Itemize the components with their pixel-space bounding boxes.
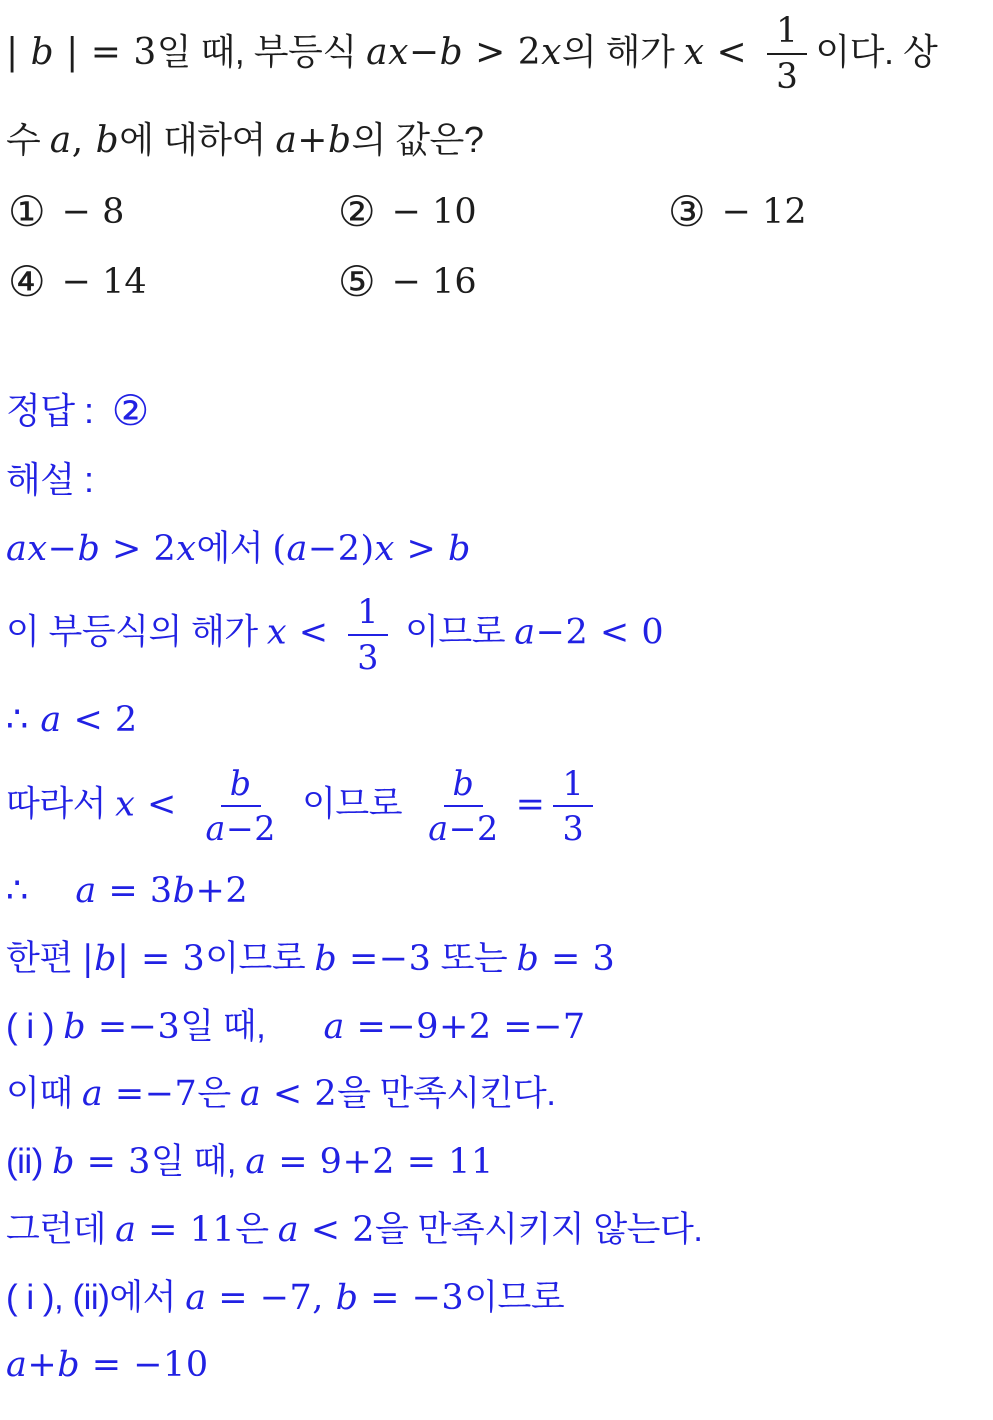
text-run: 이때 bbox=[6, 1074, 82, 1114]
text-run: 을 만족시킨다. bbox=[337, 1074, 556, 1114]
text-run: 이므로 bbox=[464, 1277, 565, 1317]
text-run: 그런데 bbox=[6, 1209, 116, 1249]
text-run: 일 때, bbox=[150, 1142, 246, 1182]
circled-4-marker: ④ bbox=[8, 256, 46, 306]
text-run: 한편 bbox=[6, 938, 82, 978]
text-run: 수 bbox=[6, 118, 50, 160]
solution-line bbox=[6, 1002, 993, 1053]
problem-statement-line-1 bbox=[6, 10, 993, 99]
math-expression: b = 3 bbox=[516, 938, 616, 979]
math-expression: (a−2)x > b bbox=[272, 528, 471, 569]
circled-2-marker: ② bbox=[338, 186, 376, 236]
math-expression: a =−7 bbox=[81, 1074, 198, 1115]
math-expression: a, b bbox=[49, 119, 120, 161]
math-expression: x < bbox=[266, 612, 329, 653]
answer-label: 정답 : bbox=[6, 389, 94, 431]
solution-line bbox=[6, 1137, 993, 1188]
fraction: $\frac{1}{3}$ bbox=[348, 593, 388, 675]
text-run: 일 때, bbox=[180, 1006, 266, 1046]
text-run: 의 해가 bbox=[561, 30, 684, 72]
circled-1-marker: ① bbox=[8, 186, 46, 236]
choice-value: − 14 bbox=[61, 261, 147, 302]
solution-section bbox=[6, 385, 993, 1391]
solution-line bbox=[6, 1273, 993, 1324]
solution-line bbox=[6, 1340, 993, 1391]
circled-3-marker: ③ bbox=[668, 186, 706, 236]
math-expression: ax−b > 2x bbox=[366, 31, 562, 73]
math-expression: b =−3 bbox=[63, 1006, 181, 1047]
text-run: 따라서 bbox=[6, 784, 116, 824]
choice-value: − 10 bbox=[391, 191, 477, 232]
math-expression: a < 2 bbox=[239, 1074, 338, 1115]
text-run: 이므로 bbox=[292, 784, 412, 824]
math-expression: a+b bbox=[275, 119, 352, 161]
math-expression: a =−9+2 =−7 bbox=[323, 1006, 586, 1047]
solution-line bbox=[6, 524, 993, 575]
math-expression: a = 9+2 = 11 bbox=[245, 1142, 494, 1183]
choice-value: − 16 bbox=[391, 261, 477, 302]
math-expression: a+b = −10 bbox=[6, 1345, 209, 1386]
math-expression: x < bbox=[115, 784, 177, 825]
choice-option-1 bbox=[8, 186, 338, 236]
math-expression: ∴ a = 3b+2 bbox=[6, 871, 249, 912]
choice-option-2 bbox=[338, 186, 668, 236]
math-expression: a = −7, b = −3 bbox=[185, 1277, 465, 1318]
text-run: (ii) bbox=[6, 1142, 53, 1182]
math-expression: b = 3 bbox=[52, 1142, 151, 1183]
math-expression: x < bbox=[683, 31, 748, 73]
solution-line bbox=[6, 1205, 993, 1256]
answer-value: ② bbox=[111, 385, 150, 435]
fraction: $\frac{1}{3}$ bbox=[767, 12, 807, 97]
math-expression: = bbox=[515, 784, 546, 825]
text-run: ( i ), (ii)에서 bbox=[6, 1277, 186, 1317]
math-expression: | b | = 3 bbox=[6, 31, 157, 73]
text-run: 을 만족시키지 않는다. bbox=[375, 1209, 703, 1249]
choice-option-4 bbox=[8, 256, 338, 306]
choice-value: − 8 bbox=[61, 191, 125, 232]
explanation-label-line bbox=[6, 454, 993, 507]
math-expression: |b| = 3 bbox=[81, 938, 206, 979]
answer-line bbox=[6, 385, 993, 437]
solution-line bbox=[6, 866, 993, 917]
choice-option-5 bbox=[338, 256, 668, 306]
solution-line bbox=[6, 695, 993, 746]
fraction: $\frac{1}{3}$ bbox=[553, 765, 593, 847]
problem-statement-line-2 bbox=[6, 114, 993, 167]
text-run: 에 대하여 bbox=[119, 118, 276, 160]
text-run: 은 bbox=[235, 1209, 278, 1249]
math-expression: ax−b > 2x bbox=[6, 528, 197, 569]
solution-line bbox=[6, 591, 993, 677]
solution-line bbox=[6, 1069, 993, 1120]
text-run: 은 bbox=[197, 1074, 240, 1114]
text-run: 일 때, 부등식 bbox=[156, 30, 367, 72]
text-run: 또는 bbox=[431, 938, 517, 978]
choice-option-3 bbox=[668, 186, 993, 236]
text-run: 이므로 bbox=[205, 938, 315, 978]
solution-line bbox=[6, 763, 993, 849]
text-run: 의 값은? bbox=[351, 118, 484, 160]
solution-line bbox=[6, 934, 993, 985]
choice-value: − 12 bbox=[721, 191, 807, 232]
math-expression: b =−3 bbox=[314, 938, 432, 979]
text-run: 에서 bbox=[196, 528, 273, 568]
explanation-lines bbox=[6, 524, 993, 1391]
explanation-label: 해설 : bbox=[6, 458, 94, 500]
math-expression: a = 11 bbox=[115, 1209, 236, 1250]
text-run: 이다. 상 bbox=[815, 30, 938, 72]
text-run: 이므로 bbox=[395, 612, 515, 652]
math-expression: ∴ a < 2 bbox=[6, 699, 138, 740]
text-run: ( i ) bbox=[6, 1006, 64, 1046]
circled-5-marker: ⑤ bbox=[338, 256, 376, 306]
fraction: $\frac{b}{a-2}$ bbox=[428, 763, 499, 848]
fraction: $\frac{b}{a-2}$ bbox=[205, 763, 276, 848]
text-run: 이 부등식의 해가 bbox=[6, 612, 267, 652]
math-expression: a−2 < 0 bbox=[514, 612, 665, 653]
math-expression: a < 2 bbox=[277, 1209, 376, 1250]
choice-list bbox=[8, 186, 993, 306]
